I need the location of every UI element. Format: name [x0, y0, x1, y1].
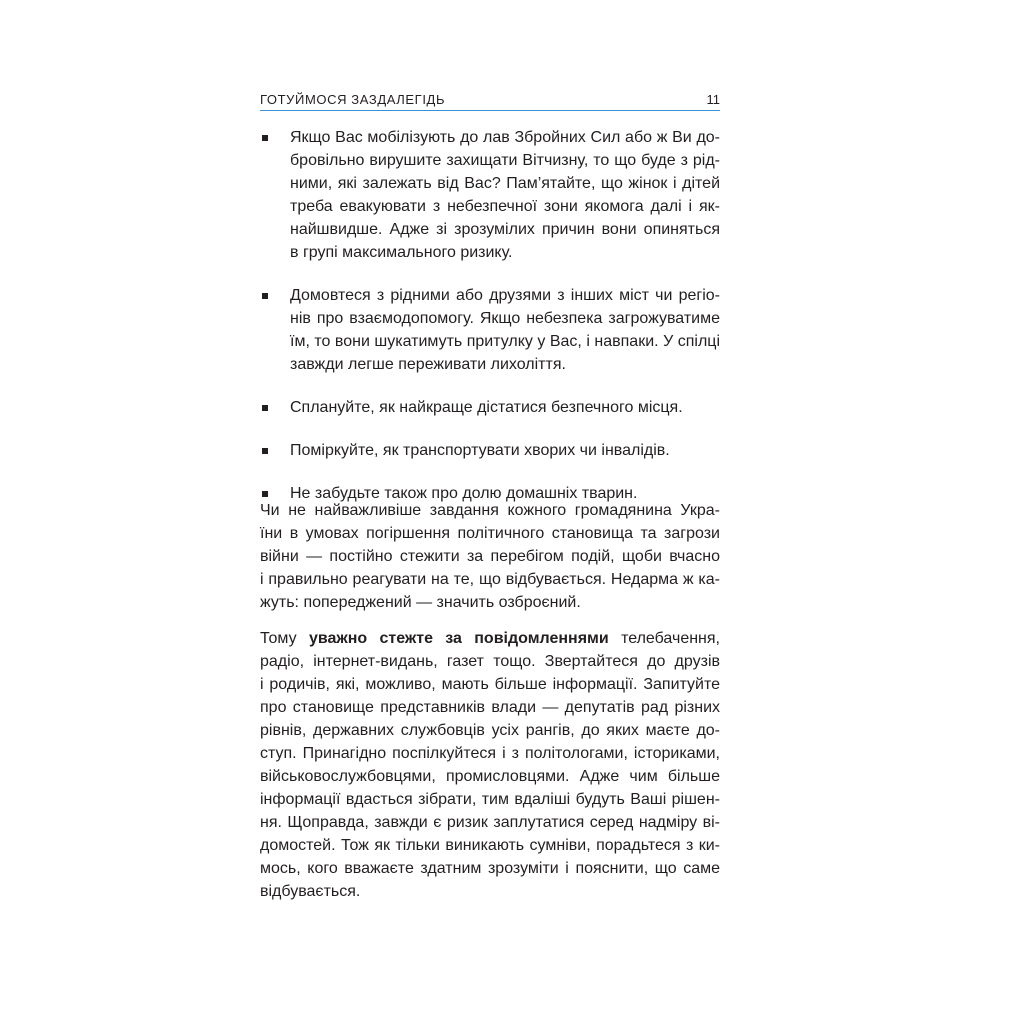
text-line: жуть: попереджений — значить озброєний.: [260, 594, 581, 611]
bullet-text: [290, 396, 720, 419]
bullet-text: [290, 439, 720, 462]
text-line: [260, 627, 720, 650]
emphasis-text: уважно стежте за повідомленнями: [308, 630, 609, 647]
text-line: мось, кого вважаєте здатним зрозуміти і пояснити, що саме: [260, 860, 720, 877]
square-bullet-icon: [262, 491, 268, 497]
bullet-item: [260, 284, 720, 376]
text-line: і родичів, які, можливо, мають більше інформації. Запитуйте: [260, 676, 720, 693]
text-line: радіо, інтернет-видань, газет тощо. Звертайтеся до друзів: [260, 653, 720, 670]
text-line: інформації вдасться зібрати, тим вдаліші будуть Ваші рішен-: [260, 791, 720, 808]
text-run: телебачення,: [621, 630, 720, 647]
square-bullet-icon: [262, 135, 268, 141]
text-line: Домовтеся з рідними або друзями з інших міст чи регіо-: [290, 287, 720, 304]
text-line: відбувається.: [260, 883, 361, 900]
text-line: ними, які залежать від Вас? Пам’ятайте, що жінок і дітей: [290, 175, 720, 192]
bullet-text: [290, 284, 720, 376]
text-line: Не забудьте також про долю домашніх тварин.: [290, 485, 638, 502]
text-line: і правильно реагувати на те, що відбувається. Недарма ж ка-: [260, 571, 720, 588]
text-line: про становище представників влади — депутатів рад різних: [260, 699, 720, 716]
text-line: нів про взаємодопомогу. Якщо небезпека загрожуватиме: [290, 310, 720, 327]
bullet-list: [260, 126, 720, 505]
running-header: [260, 92, 720, 111]
square-bullet-icon: [262, 448, 268, 454]
text-line: війни — постійно стежити за перебігом подій, щоби вчасно: [260, 548, 720, 565]
page-number: 11: [706, 92, 720, 107]
text-run: Тому: [260, 630, 297, 647]
square-bullet-icon: [262, 405, 268, 411]
text-line: Якщо Вас мобілізують до лав Збройних Сил або ж Ви до-: [290, 129, 720, 146]
text-line: Чи не найважливіше завдання кожного громадянина Укра-: [260, 502, 720, 519]
text-line: Сплануйте, як найкраще дістатися безпечного місця.: [290, 399, 683, 416]
text-line: ступ. Принагідно поспілкуйтеся і з політологами, істориками,: [260, 745, 720, 762]
text-line: рівнів, державних службовців усіх рангів, до яких маєте до-: [260, 722, 720, 739]
text-line: їни в умовах погіршення політичного становища та загрози: [260, 525, 720, 542]
text-line: військовослужбовцями, промисловцями. Адже чим більше: [260, 768, 720, 785]
running-title: ГОТУЙМОСЯ ЗАЗДАЛЕГІДЬ: [260, 92, 446, 107]
text-line: треба евакуювати з небезпечної зони якомога далі і як-: [290, 198, 720, 215]
paragraph-2: [260, 627, 720, 903]
text-line: Поміркуйте, як транспортувати хворих чи інвалідів.: [290, 442, 670, 459]
text-line: завжди легше переживати лихоліття.: [290, 356, 566, 373]
paragraph-1: [260, 499, 720, 614]
square-bullet-icon: [262, 293, 268, 299]
text-line: їм, то вони шукатимуть притулку у Вас, і навпаки. У спілці: [290, 333, 720, 350]
text-line: домостей. Тож як тільки виникають сумніви, порадьтеся з ки-: [260, 837, 720, 854]
bullet-item: [260, 126, 720, 264]
bullet-item: [260, 439, 720, 462]
text-line: в групі максимального ризику.: [290, 244, 513, 261]
bullet-item: [260, 396, 720, 419]
text-line: найшвидше. Адже зі зрозумілих причин вони опиняться: [290, 221, 720, 238]
bullet-text: [290, 126, 720, 264]
text-line: бровільно вирушите захищати Вітчизну, то що буде з рід-: [290, 152, 720, 169]
text-line: ня. Щоправда, завжди є ризик заплутатися серед надміру ві-: [260, 814, 720, 831]
